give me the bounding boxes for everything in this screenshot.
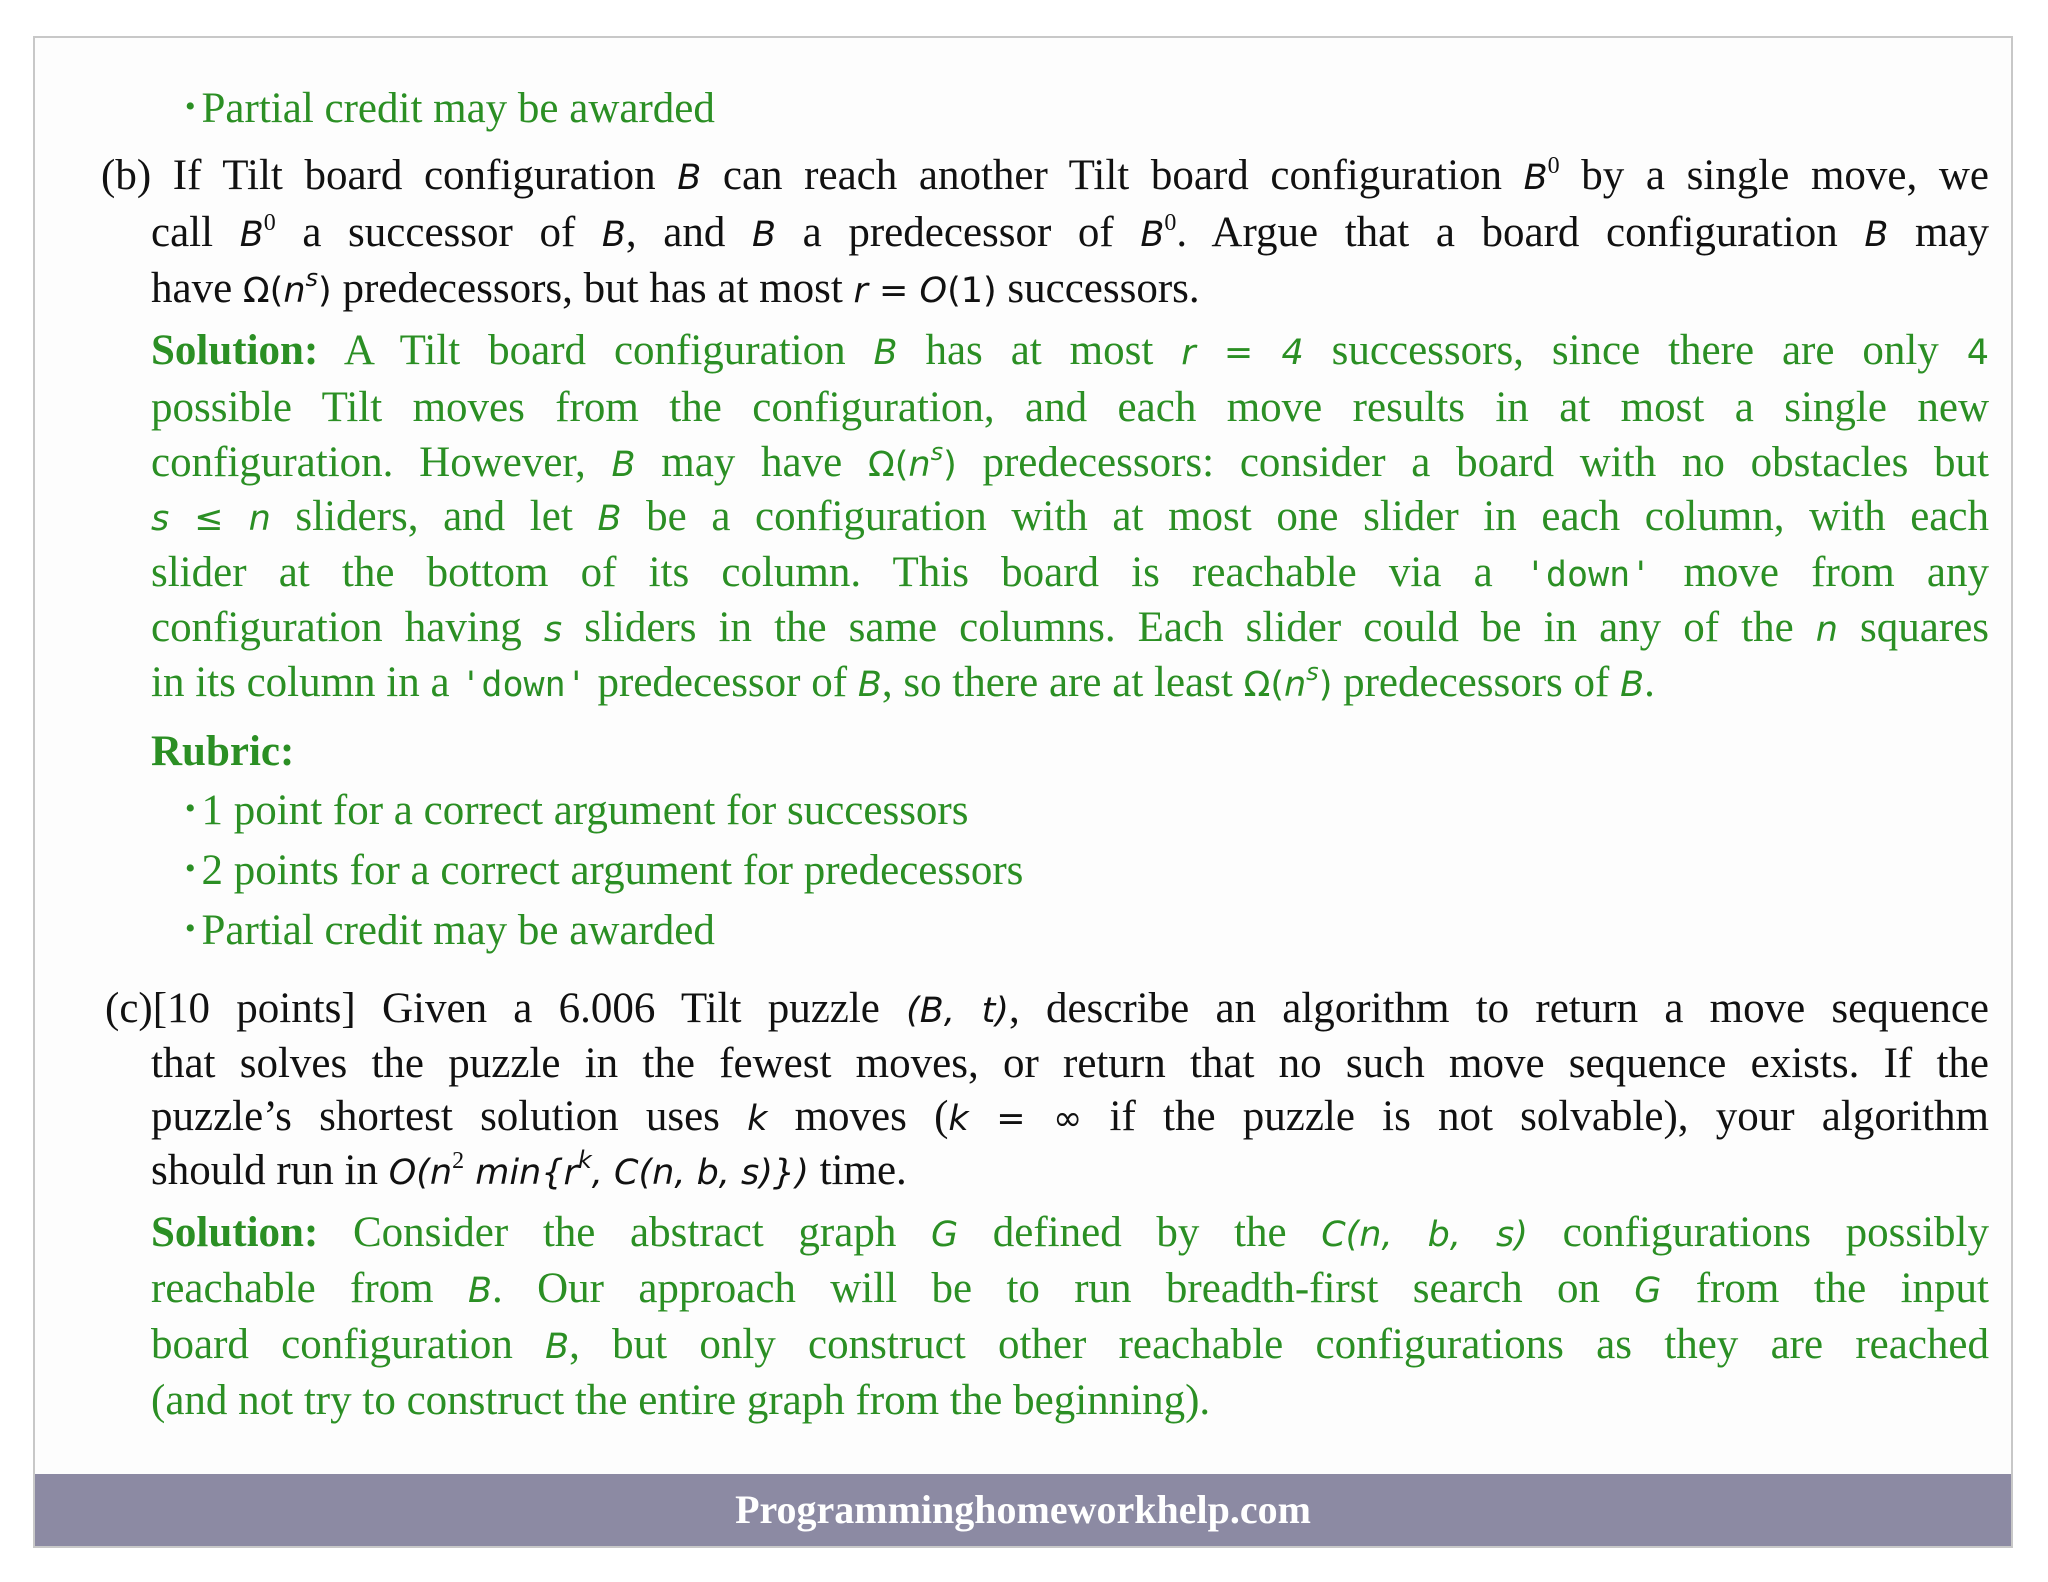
- part-b-solution-line-2: possible Tilt moves from the configuration, and each move results in at most a single new: [151, 384, 1989, 431]
- part-c-solution-line-1: Solution: Consider the abstract graph G defined by the C(n, b, s) configurations possibly: [151, 1209, 1989, 1256]
- solution-label: Solution:: [151, 327, 319, 374]
- rubric-item-partial-credit: • Partial credit may be awarded: [185, 907, 715, 954]
- bullet-icon: •: [185, 90, 196, 123]
- part-b-question-line-1: (b) If Tilt board configuration B can reach another Tilt board configuration $B^0$ by a single move, we: [101, 152, 1989, 199]
- part-c-question-line-4: should run in $O(n^2$ $\min\{r^k$, C(n, b, s)}) time.: [151, 1146, 907, 1194]
- bullet-icon: •: [185, 852, 196, 885]
- bullet-icon: •: [185, 792, 196, 825]
- part-b-solution-line-4: s ≤ n sliders, and let B be a configuration with at most one slider in each column, with each: [151, 493, 1989, 540]
- part-b-solution-line-6: configuration having s sliders in the same columns. Each slider could be in any of the n squares: [151, 604, 1990, 651]
- bullet-partial-credit-a: • Partial credit may be awarded: [185, 85, 715, 132]
- slide-frame: [33, 36, 2013, 1548]
- part-b-question-line-2: call $B^0$ a successor of B, and B a predecessor of $B^0$. Argue that a board configuration B may: [151, 209, 1989, 256]
- footer-banner: [35, 1474, 2011, 1546]
- part-b-question-line-3: have $\Omega(n^s)$ predecessors, but has at most r = O(1) successors.: [151, 264, 1200, 312]
- rubric-item-successors: • 1 point for a correct argument for successors: [185, 787, 969, 834]
- bullet-icon: •: [185, 912, 196, 945]
- part-c-question-line-3: puzzle’s shortest solution uses k moves (k = ∞ if the puzzle is not solvable), your algorithm: [151, 1093, 1989, 1140]
- part-c-solution-line-3: board configuration B, but only construct other reachable configurations as they are reached: [151, 1321, 1989, 1368]
- part-b-solution-line-7: in its column in a 'down' predecessor of B, so there are at least $\Omega(n^s)$ predecessors of B.: [151, 658, 1655, 706]
- part-c-question-line-2: that solves the puzzle in the fewest moves, or return that no such move sequence exists. If the: [151, 1040, 1989, 1087]
- part-b-solution-line-3: configuration. However, B may have $\Omega(n^s)$ predecessors: consider a board with no obstacles but: [151, 438, 1989, 486]
- rubric-item-predecessors: • 2 points for a correct argument for predecessors: [185, 847, 1024, 894]
- part-b-solution-line-1: Solution: A Tilt board configuration B has at most r = 4 successors, since there are only 4: [151, 327, 1989, 374]
- part-c-question-line-1: (c)[10 points] Given a 6.006 Tilt puzzle (B, t), describe an algorithm to return a move sequence: [105, 985, 1990, 1032]
- footer-site-name: Programminghomeworkhelp.com: [735, 1487, 1311, 1532]
- part-c-solution-line-4: (and not try to construct the entire graph from the beginning).: [151, 1377, 1211, 1424]
- part-c-solution-line-2: reachable from B. Our approach will be to run breadth-first search on G from the input: [151, 1265, 1989, 1312]
- part-b-solution-line-5: slider at the bottom of its column. This board is reachable via a 'down' move from any: [151, 549, 1990, 596]
- document-content: [35, 38, 2011, 1466]
- solution-label: Solution:: [151, 1209, 319, 1256]
- rubric-label: Rubric:: [151, 728, 295, 775]
